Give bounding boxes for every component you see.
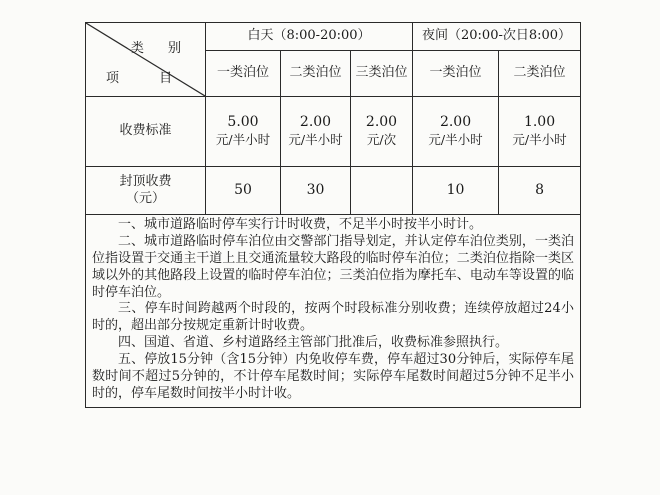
note-paragraph: 一、城市道路临时停车实行计时收费，不足半小时按半小时计。	[118, 217, 483, 232]
parking-fee-table	[85, 22, 581, 408]
fee-cell	[206, 97, 281, 167]
notes-section	[86, 215, 581, 408]
fee-value: 1.00	[523, 114, 556, 131]
note-paragraph: 五、停放15分钟（含15分钟）内免收停车费，停车超过30分钟后，实际停车尾数时间不超过5分钟的，不计停车尾数时间；实际停车尾数时间超过5分钟不足半小时的，停车尾数时间按半小时计收。	[92, 352, 575, 401]
cap-fee-value	[351, 167, 413, 215]
cap-fee-label-text: 封顶收费	[119, 173, 172, 189]
note-paragraph: 三、停车时间跨越两个时段的，按两个时段标准分别收费；连续停放超过24小时的，超出部分按规定重新计时收费。	[92, 301, 575, 334]
fee-unit: 元/半小时	[512, 132, 567, 147]
diagonal-header-cell	[86, 23, 206, 97]
night-period-header: 夜间（20:00-次日8:00）	[413, 23, 581, 51]
fee-cell	[351, 97, 413, 167]
cap-fee-value: 30	[281, 167, 351, 215]
cap-fee-value: 8	[499, 167, 581, 215]
cap-fee-value: 50	[206, 167, 281, 215]
fee-cell	[413, 97, 499, 167]
cap-fee-unit: （元）	[125, 190, 165, 206]
item-label: 项 目	[106, 71, 191, 87]
class-header-night-1: 一类泊位	[413, 51, 499, 97]
fee-unit: 元/半小时	[215, 132, 271, 147]
fee-cell	[281, 97, 351, 167]
cap-fee-value: 10	[413, 167, 499, 215]
note-paragraph: 二、城市道路临时停车泊位由交警部门指导划定，并认定停车泊位类别，一类泊位指设置于交通主干道上且交通流量较大路段的临时停车泊位；二类泊位指除一类区域以外的其他路段上设置的临时停车泊位；三类泊位指为摩托车、电动车等设置的临时停车泊位。	[92, 233, 575, 300]
fee-standard-label: 收费标准	[86, 97, 206, 167]
fee-value: 2.00	[439, 114, 472, 131]
class-header-day-3: 三类泊位	[351, 51, 413, 97]
fee-cell	[499, 97, 581, 167]
fee-unit: 元/半小时	[288, 132, 343, 147]
cap-fee-label	[86, 167, 206, 215]
class-header-day-2: 二类泊位	[281, 51, 351, 97]
fee-value: 5.00	[227, 114, 259, 131]
category-label: 类 别	[130, 41, 191, 56]
day-period-header: 白天（8:00-20:00）	[206, 23, 413, 51]
fee-value: 2.00	[299, 114, 332, 131]
note-paragraph: 四、国道、省道、乡村道路经主管部门批准后，收费标准参照执行。	[118, 335, 509, 351]
fee-unit: 元/半小时	[428, 132, 483, 147]
fee-unit: 元/次	[366, 132, 397, 147]
class-header-night-2: 二类泊位	[499, 51, 581, 97]
class-header-day-1: 一类泊位	[206, 51, 281, 97]
fee-value: 2.00	[365, 114, 398, 131]
